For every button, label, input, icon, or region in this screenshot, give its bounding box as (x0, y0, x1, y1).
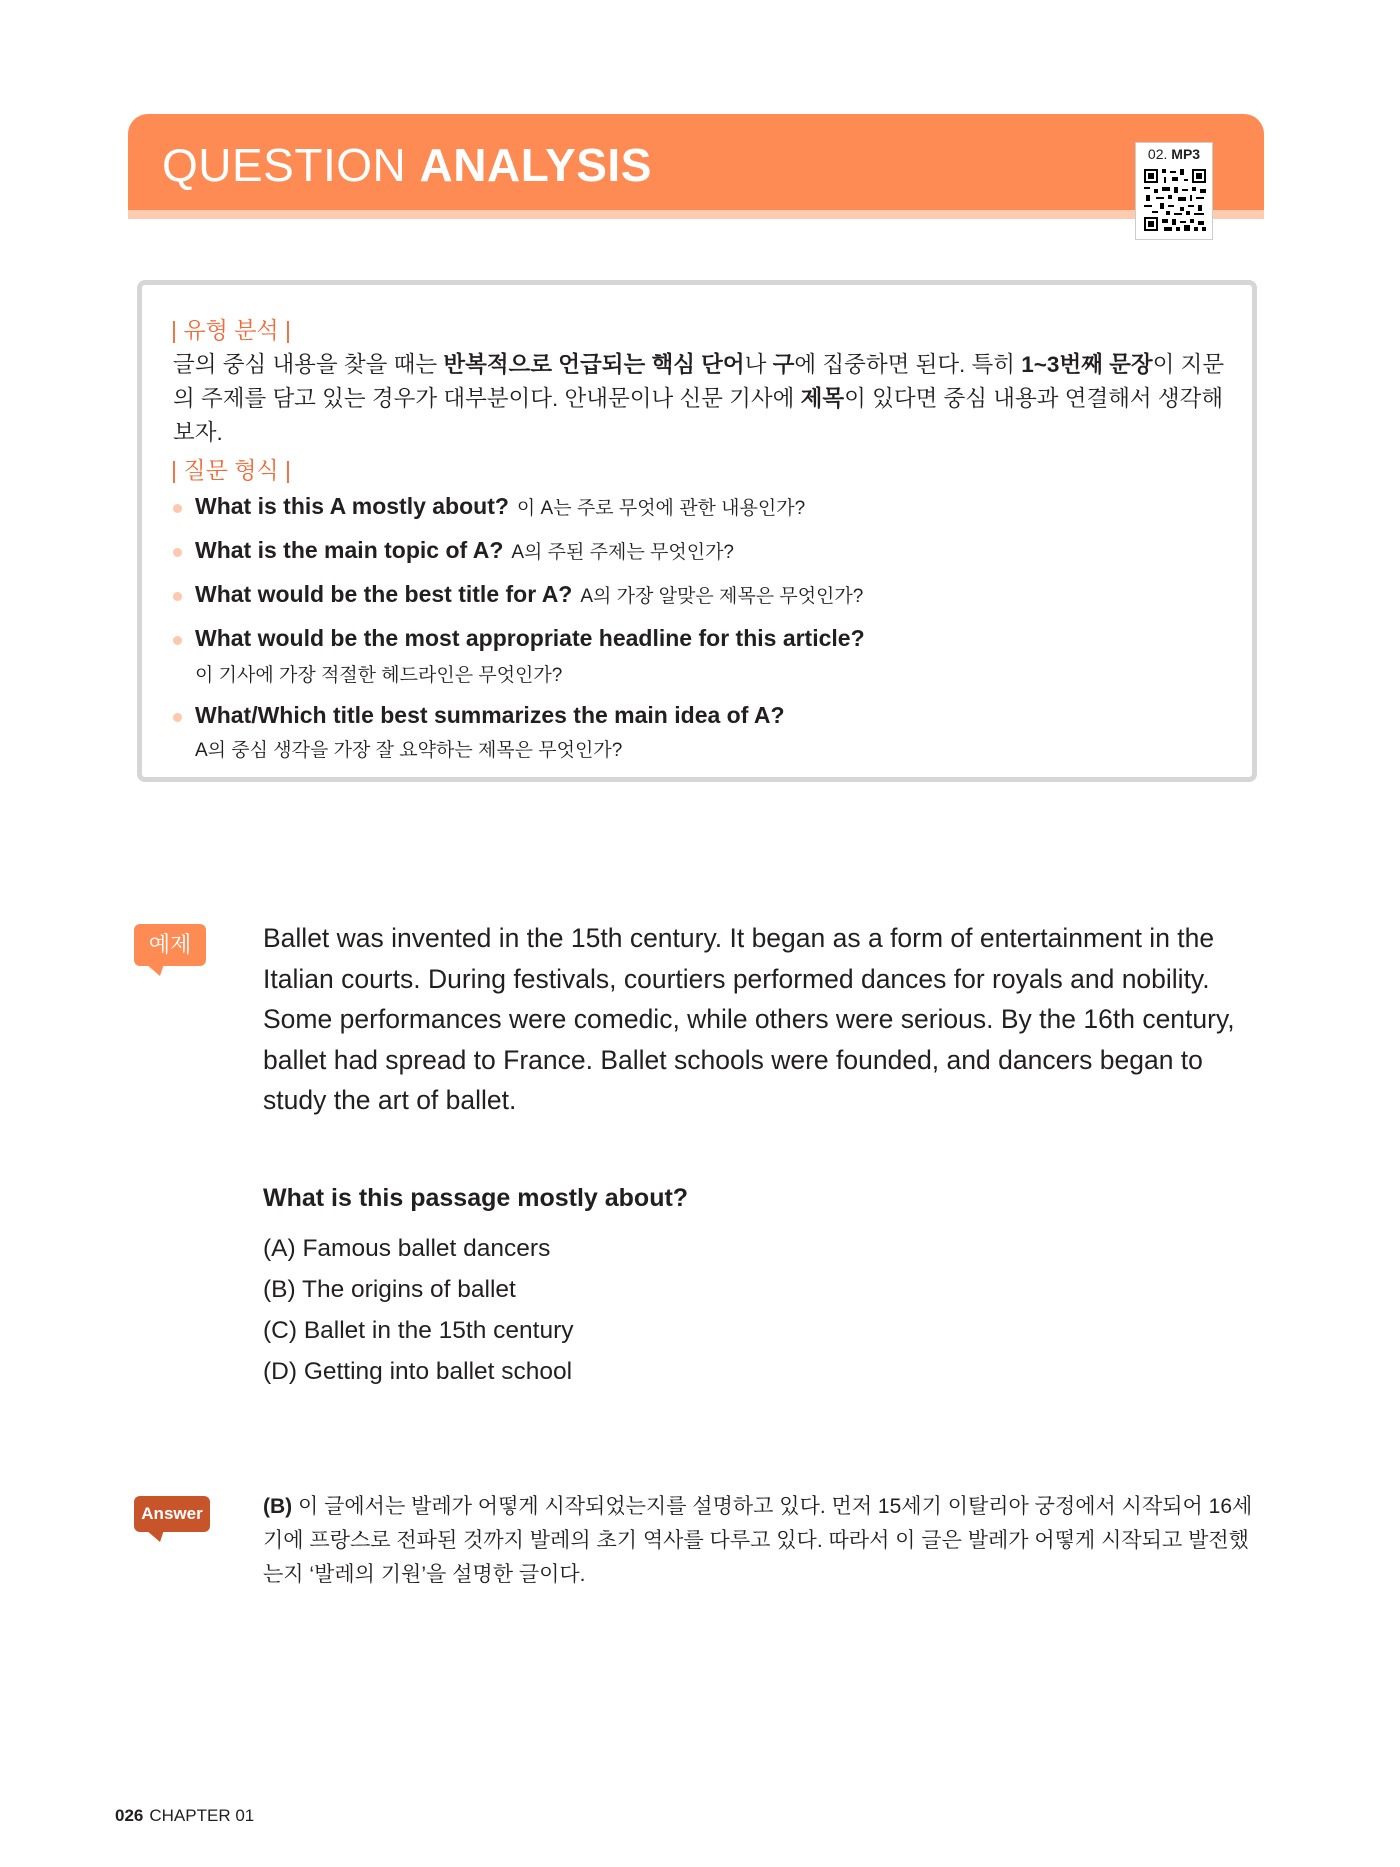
qr-label-type: MP3 (1171, 146, 1201, 162)
answer-option[interactable]: (A) Famous ballet dancers (263, 1235, 551, 1262)
qr-label (1136, 146, 1212, 162)
title-light: QUESTION (162, 139, 407, 191)
qr-code-icon (1142, 167, 1208, 233)
bullet-dot (173, 548, 182, 557)
qr-label-num: 02. (1147, 146, 1168, 162)
format-heading-text: 질문 형식 (183, 457, 279, 483)
page-number: 026 (115, 1806, 144, 1825)
question-en-text: What/Which title best summarizes the main idea of A? (195, 702, 785, 728)
question-format-en (195, 537, 734, 564)
question-en-text: What would be the best title for A? (195, 581, 573, 607)
question-ko-text: A의 주된 주제는 무엇인가? (511, 542, 734, 563)
page-footer (115, 1806, 254, 1826)
type-description (173, 348, 1233, 450)
question-en-text: What is this A mostly about? (195, 493, 509, 519)
answer-choice: (B) (263, 1495, 293, 1518)
text-span: 이 지문의 주제를 담고 있는 경우가 대부분이다. 안내문이나 신문 기사에 (173, 352, 1225, 411)
answer-tag-tail (146, 1530, 166, 1544)
text-span: 에 집중하면 된다. 특히 (794, 352, 1022, 377)
answer-option[interactable]: (C) Ballet in the 15th century (263, 1317, 574, 1344)
bullet-dot (173, 592, 182, 601)
type-heading (171, 312, 291, 345)
question-format-en (195, 493, 805, 520)
heading-bar-right: | (285, 317, 292, 343)
heading-bar-right: | (285, 457, 292, 483)
bullet-dot (173, 713, 182, 722)
emphasis-text: 1~3번째 문장 (1021, 352, 1153, 377)
question-en-text: What would be the most appropriate headline for this article? (195, 625, 865, 651)
page-title (162, 138, 652, 192)
example-question: What is this passage mostly about? (263, 1184, 689, 1212)
question-format-en (195, 581, 863, 608)
question-ko-text: A의 중심 생각을 가장 잘 요약하는 제목은 무엇인가? (195, 740, 623, 761)
type-heading-text: 유형 분석 (183, 317, 279, 343)
example-tag-tail (146, 964, 166, 978)
emphasis-text: 제목 (800, 386, 845, 411)
answer-explanation (263, 1490, 1253, 1592)
example-tag: 예제 (134, 924, 206, 966)
bullet-dot (173, 636, 182, 645)
heading-bar-left: | (171, 317, 177, 343)
answer-tag: Answer (134, 1496, 210, 1532)
text-span: 나 (744, 352, 773, 377)
format-heading (171, 452, 291, 485)
chapter-label: CHAPTER 01 (149, 1806, 255, 1825)
heading-bar-left: | (171, 457, 177, 483)
qr-code-box[interactable] (1135, 142, 1213, 240)
answer-explanation-text: 이 글에서는 발레가 어떻게 시작되었는지를 설명하고 있다. 먼저 15세기 이탈리아 궁정에서 시작되어 16세기에 프랑스로 전파된 것까지 발레의 초기 역사를 다루고 있다. 따라서 이 글은 발레가 어떻게 시작되고 발전했는지 ‘발레의 기원’을 설명한 글이다. (263, 1495, 1253, 1586)
text-span: 이 있다면 중심 내용과 연결해서 생각해 보자. (173, 386, 1224, 445)
answer-option[interactable]: (B) The origins of ballet (263, 1276, 516, 1303)
title-bold: ANALYSIS (419, 139, 652, 191)
question-ko-text: 이 기사에 가장 적절한 헤드라인은 무엇인가? (195, 665, 563, 686)
header-stripe (128, 210, 1264, 219)
bullet-dot (173, 504, 182, 513)
question-ko-text: 이 A는 주로 무엇에 관한 내용인가? (516, 498, 806, 519)
text-span: 글의 중심 내용을 찾을 때는 (173, 352, 444, 377)
question-en-text: What is the main topic of A? (195, 537, 504, 563)
question-ko-text: A의 가장 알맞은 제목은 무엇인가? (580, 586, 864, 607)
answer-option[interactable]: (D) Getting into ballet school (263, 1358, 573, 1385)
example-passage: Ballet was invented in the 15th century. It began as a form of entertainment in the Italian courts. During festivals, courtiers performed dances for royals and nobility. Some performances were comedic, while others were serious. By the 16th century, ballet had spread to France. Ballet schools were founded, and dancers began to study the art of ballet. (263, 923, 1235, 1115)
emphasis-text: 구 (772, 352, 795, 377)
emphasis-text: 반복적으로 언급되는 핵심 단어 (443, 352, 745, 377)
